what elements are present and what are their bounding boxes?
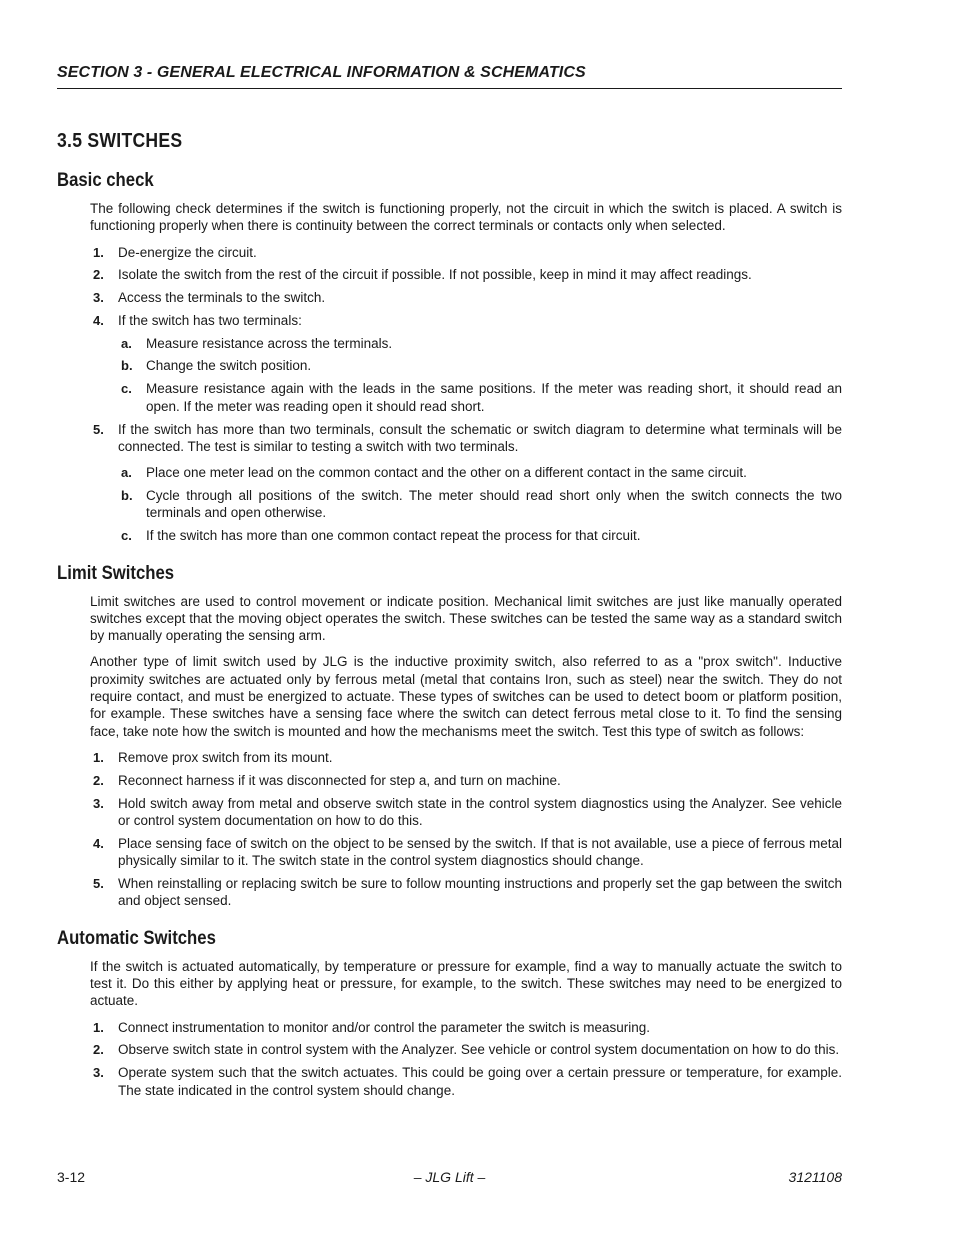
limit-switches-para-1: Limit switches are used to control movement or indicate position. Mechanical limit switches are just like manually operated switches except that the moving object operates the switch. These switches can be tested the same way as a standard switch by manually operating the sensing arm. [90, 593, 842, 644]
basic-check-heading: Basic check [57, 170, 154, 191]
basic-check-intro: The following check determines if the switch is functioning properly, not the circuit in which the switch is placed. A switch is functioning properly when there is continuity between the correct terminals or contacts only when selected. [90, 201, 842, 234]
sub-list [118, 335, 842, 415]
section-title: SECTION 3 - GENERAL ELECTRICAL INFORMATION & SCHEMATICS [57, 64, 586, 81]
list-item: 4. Place sensing face of switch on the object to be sensed by the switch. If that is not available, use a piece of ferrous metal physically similar to it. The switch state in the control system diagnostics should change. [93, 835, 842, 869]
list-item: 4. If the switch has two terminals: a. Measure resistance across the terminals. b. Change the switch position. c. Measure resistance again with the leads in the same positions. If the meter was reading short, it should read an open. If the meter was reading open it should read short. [93, 313, 842, 414]
list-item: 3. Operate system such that the switch actuates. This could be going over a certain pressure or temperature, for example. The state indicated in the control system should change. [93, 1065, 842, 1098]
list-item: 1. Remove prox switch from its mount. [93, 749, 333, 765]
sub-list-item: b. Cycle through all positions of the switch. The meter should read short only when the switch connects the two terminals and open otherwise. [121, 488, 842, 521]
page-title: 3.5 SWITCHES [57, 130, 183, 152]
sub-list-item: c. If the switch has more than one common contact repeat the process for that circuit. [121, 528, 641, 544]
document-number: 3121108 [788, 1169, 842, 1185]
list-item: 1. De-energize the circuit. [93, 244, 257, 260]
sub-list-item: c. Measure resistance again with the leads in the same positions. If the meter was reading short, it should read an open. If the meter was reading open it should read short. [121, 381, 842, 414]
page-footer [57, 1169, 842, 1187]
page-number: 3-12 [57, 1169, 86, 1185]
sub-list [118, 464, 842, 544]
limit-switches-heading: Limit Switches [57, 562, 175, 584]
list-item: 5. If the switch has more than two terminals, consult the schematic or switch diagram to determine what terminals will be connected. The test is similar to testing a switch with two terminals. a. Place one meter lead on the common contact and the other on a different contact in the same circuit. b. Cycle through all positions of the switch. The meter should read short only when the switch connects the two terminals and open otherwise. c. If the switch has more than one common contact repeat the process for that circuit. [93, 421, 842, 544]
limit-switches-steps [90, 749, 842, 910]
basic-check-steps [90, 244, 842, 545]
sub-list-item: a. Measure resistance across the terminals. [121, 335, 393, 351]
automatic-switches-steps [90, 1019, 842, 1099]
automatic-switches-heading: Automatic Switches [57, 927, 216, 949]
list-item: 2. Isolate the switch from the rest of the circuit if possible. If not possible, keep in mind it may affect readings. [93, 267, 752, 283]
limit-switches-para-2: Another type of limit switch used by JLG is the inductive proximity switch, also referred to as a "prox switch". Inductive proximity switches are actuated only by ferrous metal (metal that contains Iron, such as steel) near the switch. They do not require contact, and must be energized to actuate. These types of switches can be used to detect boom or platform position, for example. These switches have a sensing face where the switch can detect ferrous metal close to it. To find the sensing face, take note how the switch is mounted and how the mechanisms meet the switch. Test this type of switch as follows: [90, 654, 842, 739]
list-item: 1. Connect instrumentation to monitor and/or control the parameter the switch is measuring. [93, 1019, 651, 1035]
sub-list-item: b. Change the switch position. [121, 358, 312, 374]
footer-brand: – JLG Lift – [413, 1169, 486, 1185]
list-item: 3. Access the terminals to the switch. [93, 290, 326, 306]
list-item: 5. When reinstalling or replacing switch be sure to follow mounting instructions and properly set the gap between the switch and object sensed. [93, 876, 842, 909]
page-content [57, 130, 842, 1104]
list-item: 2. Observe switch state in control system with the Analyzer. See vehicle or control system documentation on how to do this. [93, 1042, 840, 1058]
list-item: 2. Reconnect harness if it was disconnected for step a, and turn on machine. [93, 772, 561, 788]
section-header [57, 64, 842, 89]
sub-list-item: a. Place one meter lead on the common contact and the other on a different contact in the same circuit. [121, 465, 747, 481]
list-item: 3. Hold switch away from metal and observe switch state in the control system diagnostics using the Analyzer. See vehicle or control system documentation on how to do this. [93, 795, 842, 828]
automatic-switches-intro: If the switch is actuated automatically, by temperature or pressure for example, find a way to manually actuate the switch to test it. Do this either by applying heat or pressure, for example, to the switch. These switches may need to be energized to actuate. [90, 958, 842, 1009]
